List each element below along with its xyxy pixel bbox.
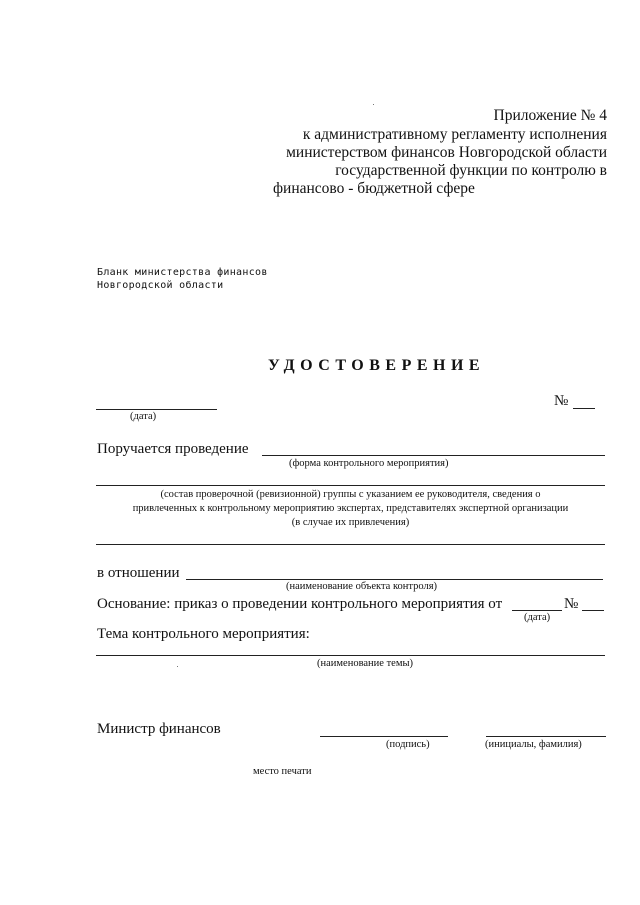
- group-field-line-1: [96, 485, 605, 486]
- basis-date-caption: (дата): [524, 612, 551, 623]
- regarding-label: в отношении: [97, 565, 180, 581]
- basis-number-label: №: [564, 596, 579, 612]
- signature-field-line: [320, 736, 448, 737]
- document-title: УДОСТОВЕРЕНИЕ: [268, 357, 486, 374]
- basis-number-line: [582, 610, 604, 611]
- signature-caption: (подпись): [386, 739, 430, 750]
- name-field-line: [486, 736, 606, 737]
- basis-label: Основание: приказ о проведении контрольного мероприятия от: [97, 596, 503, 612]
- scan-speck: [373, 104, 374, 105]
- assigned-label: Поручается проведение: [97, 441, 249, 457]
- date-field-line: [96, 409, 217, 410]
- name-caption: (инициалы, фамилия): [485, 739, 582, 750]
- date-caption: (дата): [130, 411, 157, 422]
- appendix-line-2: к административному регламенту исполнения: [302, 126, 607, 143]
- stamp-place-label: место печати: [253, 766, 312, 777]
- group-caption-line-3: (в случае их привлечения): [291, 517, 410, 528]
- group-caption-line-2: привлеченных к контрольному мероприятию экспертах, представителях экспертной организации: [132, 503, 569, 514]
- appendix-line-4: государственной функции по контролю в: [335, 162, 607, 179]
- minister-label: Министр финансов: [97, 721, 221, 737]
- assigned-caption: (форма контрольного мероприятия): [289, 458, 449, 469]
- topic-field-line: [96, 655, 605, 656]
- blank-line-2: Новгородской области: [97, 280, 224, 291]
- number-field-line: [573, 408, 595, 409]
- group-caption-line-1: (состав проверочной (ревизионной) группы с указанием ее руководителя, сведения о: [160, 489, 541, 500]
- number-label: №: [554, 393, 569, 409]
- group-caption: [96, 488, 605, 530]
- appendix-line-3: министерством финансов Новгородской области: [286, 144, 607, 161]
- blank-line-1: Бланк министерства финансов: [97, 267, 268, 278]
- assigned-field-line: [262, 455, 605, 456]
- topic-label: Тема контрольного мероприятия:: [97, 626, 310, 642]
- topic-caption: (наименование темы): [317, 658, 414, 669]
- scan-speck: [177, 666, 178, 667]
- appendix-line-5: финансово - бюджетной сфере: [273, 180, 475, 197]
- regarding-caption: (наименование объекта контроля): [286, 581, 438, 592]
- group-field-line-2: [96, 544, 605, 545]
- appendix-line-1: Приложение № 4: [493, 107, 607, 124]
